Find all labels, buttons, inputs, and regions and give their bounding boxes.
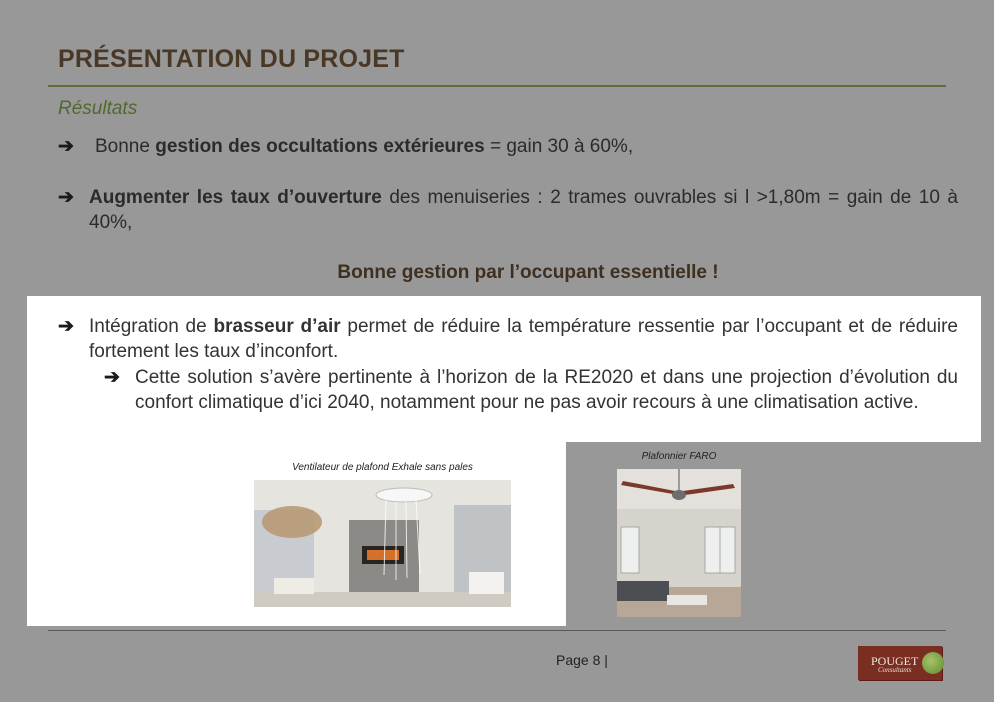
footer-divider (48, 630, 946, 631)
photo-faro-illustration (617, 469, 741, 617)
bullet-ouverture (58, 185, 958, 235)
bullet-text (95, 134, 958, 159)
company-logo (858, 646, 942, 680)
sub-bullet-re2020 (104, 365, 958, 415)
logo-subtext: Consultants (878, 666, 912, 674)
photo-faro-fan (617, 469, 741, 617)
bullet-text-post: des menuiseries : 2 trames ouvrables si l >1,80m = gain de 10 à 40%, (89, 187, 958, 233)
arrow-bullet-icon: ➔ (104, 367, 120, 388)
bullet-text-post: = gain 30 à 60%, (484, 136, 634, 157)
image-caption-faro: Plafonnier FARO (641, 451, 717, 462)
section-subtitle: Résultats (58, 98, 138, 119)
globe-icon (922, 652, 944, 674)
page-number: Page 8 | (556, 652, 608, 668)
bullet-text-bold: brasseur d’air (213, 316, 341, 337)
key-statement: Bonne gestion par l’occupant essentielle ! (337, 262, 719, 283)
bullet-text-pre: Intégration de (89, 316, 214, 337)
bullet-text (89, 314, 958, 364)
bullet-text-post: permet de réduire la température ressentie par l’occupant et de réduire fortement les taux d’inconfort. (89, 316, 958, 362)
bullet-text-bold: Augmenter les taux d’ouverture (89, 187, 382, 208)
arrow-bullet-icon: ➔ (58, 316, 74, 337)
photo-exhale-fan (254, 480, 511, 607)
logo-wordmark: POUGET (871, 654, 919, 668)
page-title: PRÉSENTATION DU PROJET (58, 45, 405, 73)
arrow-bullet-icon: ➔ (58, 187, 74, 208)
bullet-text (89, 185, 958, 235)
arrow-bullet-icon: ➔ (58, 136, 74, 157)
bullet-text-bold: gestion des occultations extérieures (155, 136, 485, 157)
bullet-text: Cette solution s’avère pertinente à l’horizon de la RE2020 et dans une projection d’évolution du confort climatique d’ici 2040, notamment pour ne pas avoir recours à une climatisation active. (135, 367, 958, 413)
bullet-brasseur (58, 314, 958, 364)
title-divider (48, 85, 946, 87)
image-caption-exhale: Ventilateur de plafond Exhale sans pales (292, 462, 473, 473)
photo-exhale-illustration (254, 480, 511, 607)
bullet-text-pre: Bonne (95, 136, 156, 157)
bullet-occultations (58, 134, 958, 159)
